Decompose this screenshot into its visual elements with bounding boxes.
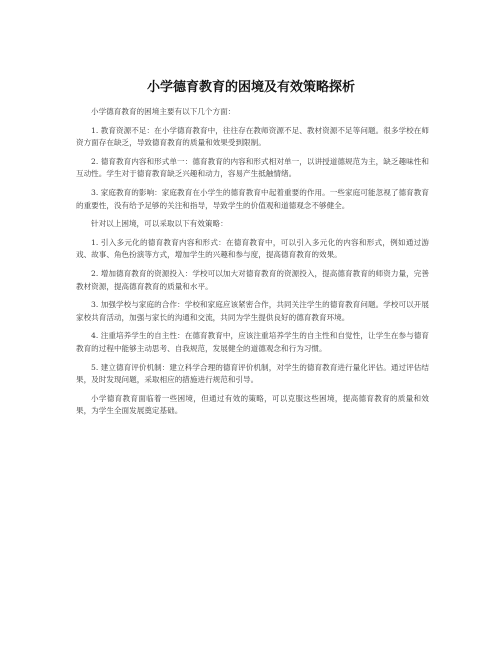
paragraph-strategy-4: 4. 注重培养学生的自主性：在德育教育中，应该注重培养学生的自主性和自觉性，让学生在参与德育教育的过程中能够主动思考、自我规范，发展健全的道德观念和行为习惯。 [76,331,429,353]
paragraph-intro: 小学德育教育的困境主要有以下几个方面： [91,107,236,116]
paragraph-strategy-5: 5. 建立德育评价机制：建立科学合理的德育评价机制，对学生的德育教育进行量化评估。通过评估结果，及时发现问题，采取相应的措施进行规范和引导。 [76,362,429,385]
paragraph-conclusion: 小学德育教育面临着一些困境，但通过有效的策略，可以克服这些困境，提高德育教育的质量和效果，为学生全面发展奠定基础。 [76,393,429,416]
paragraph-problem-3: 3. 家庭教育的影响：家庭教育在小学生的德育教育中起着重要的作用。一些家庭可能忽视了德育教育的重要性，没有给予足够的关注和指导，导致学生的价值观和道德观念不够健全。 [76,187,429,210]
paragraph-strategy-3: 3. 加强学校与家庭的合作：学校和家庭应该紧密合作，共同关注学生的德育教育问题。学校可以开展家校共育活动，加强与家长的沟通和交流，共同为学生提供良好的德育教育环境。 [76,300,429,322]
paragraph-strategy-1: 1. 引入多元化的德育教育内容和形式：在德育教育中，可以引入多元化的内容和形式，例如通过游戏、故事、角色扮演等方式，增加学生的兴趣和参与度，提高德育教育的效果。 [76,237,429,260]
paragraph-problem-2: 2. 德育教育内容和形式单一：德育教育的内容和形式相对单一，以讲授道德规范为主，缺乏趣味性和互动性。学生对于德育教育缺乏兴趣和动力，容易产生抵触情绪。 [76,156,429,179]
paragraph-strategy-intro: 针对以上困境，可以采取以下有效策略： [91,219,228,229]
paragraph-problem-1: 1. 教育资源不足：在小学德育教育中，往往存在教师资源不足、教材资源不足等问题。很多学校在师资方面存在缺乏，导致德育教育的质量和效果受到限制。 [76,125,429,148]
document-body [76,106,429,424]
paragraph-strategy-2: 2. 增加德育教育的资源投入：学校可以加大对德育教育的资源投入，提高德育教育的师资力量，完善教材资源，提高德育教育的质量和水平。 [76,268,429,291]
document-title: 小学德育教育的困境及有效策略探析 [146,80,355,95]
